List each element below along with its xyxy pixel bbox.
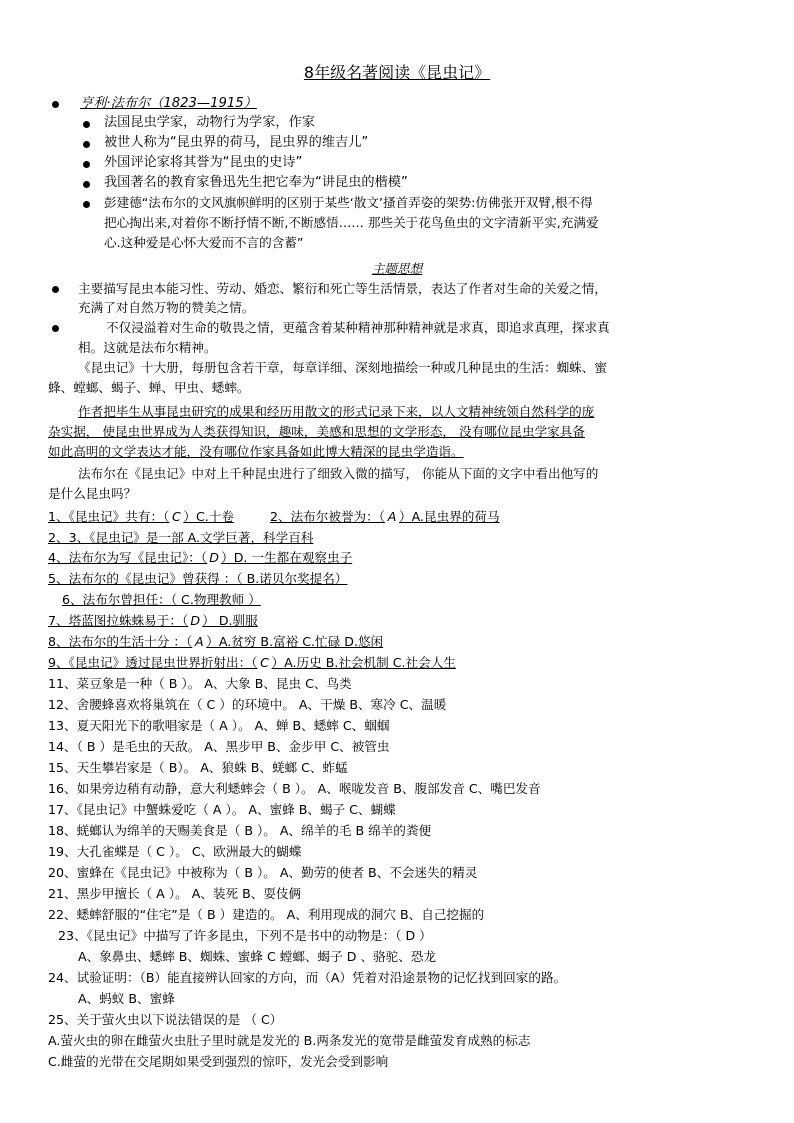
theme-line: 主要描写昆虫本能习性、劳动、婚恋、繁衍和死亡等生活情景，表达了作者对生命的关爱之情， (78, 281, 607, 296)
author-fact: 把心掏出来,对着你不断抒情不断,不断感悟…… 那些关于花鸟鱼虫的文字清新平实,充满爱 (104, 215, 599, 230)
theme-line: 是什么昆虫吗？ (48, 486, 137, 501)
question-line: 24、试验证明：（B）能直接辨认回家的方向，而（A）凭着对沿途景物的记忆找到回家的路。 (48, 970, 567, 985)
question-line: 5、法布尔的《昆虫记》曾获得 ：（ B.诺贝尔奖提名） (48, 571, 348, 586)
question-line: 16、如果旁边稍有动静，意大利蟋蟀会（ B ）。 A、喉咙发音 B、腹部发音 C、嘴巴发音 (48, 781, 541, 796)
bullet-icon (83, 121, 90, 128)
question-line: 7、塔蓝图拉蛛蛛易于：（ D ） D.驯服 (48, 613, 258, 628)
theme-line: 蜂、螳螂、蝎子、蝉、甲虫、蟋蟀。 (48, 380, 250, 395)
bullet-icon (83, 141, 90, 148)
bullet-icon (52, 286, 59, 293)
question-line: 22、蟋蟀舒服的“住宅”是（ B ）建造的。 A、利用现成的洞穴 B、自己挖掘的 (48, 907, 485, 922)
theme-line: 充满了对自然万物的赞美之情。 (78, 300, 255, 315)
question-line: 1、《昆虫记》共有：（ C ）C.十卷 2、法布尔被誉为：（ A ）A.昆虫界的荷马 (48, 509, 500, 524)
page-title: 8年级名著阅读《昆虫记》 (303, 63, 491, 82)
question-line: 23、《昆虫记》中描写了许多昆虫，下列不是书中的动物是：（ D ） (58, 928, 432, 943)
question-line: 11、菜豆象是一种（ B ）。 A、大象 B、昆虫 C、鸟类 (48, 676, 352, 691)
question-line: 20、蜜蜂在《昆虫记》中被称为（ B ）。 A、勤劳的使者 B、不会迷失的精灵 (48, 865, 478, 880)
bullet-icon (83, 181, 90, 188)
theme-line: 杂实据， 使昆虫世界成为人类获得知识，趣味，美感和思想的文学形态， 没有哪位昆虫学家具备 (48, 424, 585, 439)
question-line: 14、（ B ）是毛虫的天敌。 A、黑步甲 B、金步甲 C、被管虫 (48, 739, 390, 754)
question-line: 9、《昆虫记》透过昆虫世界折射出：（ C ）A.历史 B.社会机制 C.社会人生 (48, 655, 456, 670)
question-line: 4、法布尔为写《昆虫记》：（ D ）D. 一生都在观察虫子 (48, 550, 353, 565)
bullet-icon (52, 325, 59, 332)
bullet-icon (83, 201, 90, 208)
question-line: C.雌萤的光带在交尾期如果受到强烈的惊吓，发光会受到影响 (48, 1054, 389, 1069)
question-line: 13、夏天阳光下的歌唱家是（ A ）。 A、蝉 B、蟋蟀 C、蝈蝈 (48, 718, 390, 733)
author-fact: 我国著名的教育家鲁迅先生把它奉为“讲昆虫的楷模” (104, 175, 408, 190)
theme-line: 不仅浸溢着对生命的敬畏之情，更蕴含着某种精神那种精神就是求真，即追求真理，探求真 (106, 320, 610, 335)
theme-line: 如此高明的文学表达才能，没有哪位作家具备如此博大精深的昆虫学造诣。 (48, 444, 464, 459)
theme-heading: 主题思想 (371, 261, 423, 276)
author-fact: 彭建德“法布尔的文风旗帜鲜明的区别于某些‘散文’搔首弄姿的架势:仿佛张开双臂,根不得 (104, 195, 593, 210)
author-fact: 被世人称为“昆虫界的荷马，昆虫界的维吉儿” (104, 135, 369, 150)
question-line: 6、法布尔曾担任：（ C.物理教师 ） (62, 592, 261, 607)
question-line: A、蚂蚁 B、蜜蜂 (78, 991, 175, 1006)
theme-line: 相。这就是法布尔精神。 (78, 340, 217, 355)
question-line: 25、关于萤火虫以下说法错误的是 （ C） (48, 1012, 283, 1027)
question-line: A.萤火虫的卵在雌萤火虫肚子里时就是发光的 B.两条发光的宽带是雌萤发育成熟的标志 (48, 1033, 531, 1048)
question-line: 18、蜣螂认为绵羊的天赐美食是（ B ）。 A、绵羊的毛 B 绵羊的粪便 (48, 823, 432, 838)
author-fact: 外国评论家将其誉为“昆虫的史诗” (104, 155, 303, 170)
author-line: 亨利·法布尔（1823—1915） (80, 96, 257, 111)
question-line: 17、《昆虫记》中蟹蛛爱吃（ A ）。 A、蜜蜂 B、蝎子 C、蝴蝶 (48, 802, 396, 817)
question-line: 21、黑步甲擅长（ A ）。 A、装死 B、耍伎俩 (48, 886, 302, 901)
author-fact: 法国昆虫学家，动物行为学家，作家 (104, 115, 315, 130)
question-line: 12、舍腰蜂喜欢将巢筑在（ C ）的环境中。 A、干燥 B、寒冷 C、温暖 (48, 697, 447, 712)
question-line: 15、天生攀岩家是（ B）。 A、狼蛛 B、蜣螂 C、蚱蜢 (48, 760, 348, 775)
theme-line: 作者把毕生从事昆虫研究的成果和经历用散文的形式记录下来，以人文精神统领自然科学的庞 (78, 404, 595, 419)
question-line: 2、3、《昆虫记》是一部 A.文学巨著，科学百科 (48, 530, 314, 545)
question-line: 19、大孔雀蝶是（ C ）。 C、欧洲最大的蝴蝶 (48, 844, 302, 859)
theme-line: 法布尔在《昆虫记》中对上千种昆虫进行了细致入微的描写， 你能从下面的文字中看出他写的 (78, 466, 599, 481)
question-line: 8、法布尔的生活十分 ：（ A ）A.贫穷 B.富裕 C.忙碌 D.悠闲 (48, 634, 384, 649)
theme-line: 《昆虫记》十大册，每册包含若干章，每章详细、深刻地描绘一种或几种昆虫的生活：蜘蛛、蜜 (78, 360, 607, 375)
question-line: A、象鼻虫、蟋蟀 B、蜘蛛、蜜蜂 C 螳螂、蝎子 D 、骆驼、恐龙 (78, 949, 437, 964)
author-fact: 心.这种爱是心怀大爱而不言的含蓄” (104, 235, 304, 250)
bullet-icon (52, 101, 59, 108)
bullet-icon (83, 161, 90, 168)
